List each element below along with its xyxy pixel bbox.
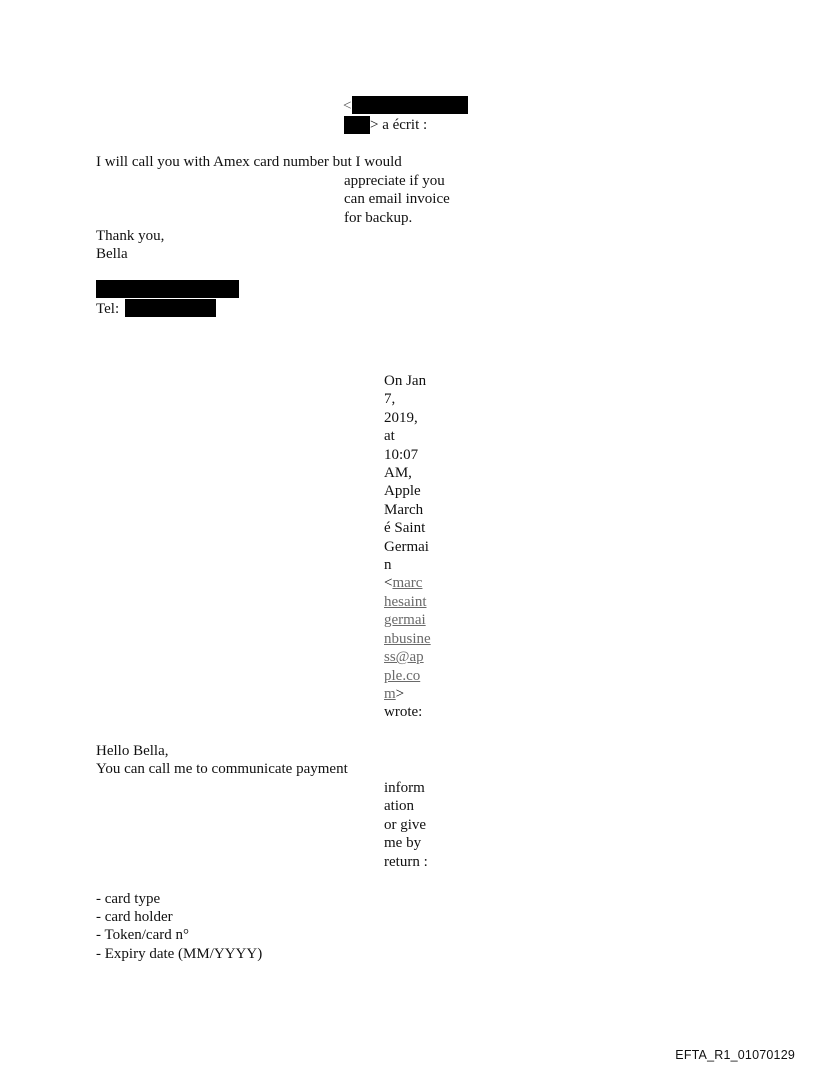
email-link[interactable]: m	[384, 685, 396, 702]
email-close-bracket: >	[395, 685, 405, 702]
quoted-line: inform	[384, 780, 425, 796]
signature-name: Bella	[96, 246, 128, 262]
email-link[interactable]: hesaint	[384, 593, 427, 610]
quoted-line: me by	[384, 835, 422, 851]
tel-label: Tel:	[96, 301, 120, 317]
wrote-label: wrote:	[384, 704, 423, 721]
sign-off: Thank you,	[96, 228, 165, 244]
quoted-line: You can call me to communicate payment	[96, 761, 348, 777]
redaction-block	[344, 116, 370, 134]
email-link-line[interactable]	[384, 685, 444, 703]
quoted-header	[384, 372, 444, 722]
quoted-header-line: March	[384, 501, 424, 518]
redaction-block	[352, 96, 468, 114]
quoted-header-line: 7,	[384, 391, 396, 408]
greeting: Hello Bella,	[96, 743, 169, 759]
redaction-block	[96, 280, 239, 298]
quoted-header-line: Apple	[384, 483, 421, 500]
list-item: - Token/card n°	[96, 927, 189, 943]
quoted-header-line: 2019,	[384, 409, 418, 426]
list-item: - card type	[96, 891, 161, 907]
email-open-bracket: <	[384, 575, 393, 592]
email-link[interactable]: ple.co	[384, 667, 421, 684]
quoted-header-line: On Jan	[384, 373, 427, 389]
list-item: - Expiry date (MM/YYYY)	[96, 946, 263, 962]
less-than-symbol: <	[343, 98, 352, 114]
quoted-header-line: 10:07	[384, 446, 419, 463]
quoted-header-line: n	[384, 557, 392, 574]
email-link[interactable]: marc	[392, 575, 423, 592]
reply-line: for backup.	[344, 210, 413, 226]
quoted-header-line: AM,	[384, 465, 412, 482]
reply-line: appreciate if you	[344, 173, 445, 189]
reply-line: I will call you with Amex card number but I would	[96, 154, 402, 170]
email-link[interactable]: nbusine	[384, 630, 431, 647]
email-link[interactable]: germai	[384, 612, 426, 629]
email-link-line[interactable]	[384, 574, 444, 592]
list-item: - card holder	[96, 909, 173, 925]
redaction-block	[125, 299, 216, 317]
quoted-header-line: at	[384, 428, 395, 445]
document-id: EFTA_R1_01070129	[675, 1048, 795, 1062]
quoted-line: return :	[384, 854, 428, 870]
quoted-line: ation	[384, 798, 414, 814]
quoted-header-line: Germai	[384, 538, 429, 555]
reply-line: can email invoice	[344, 191, 450, 207]
quoted-header-line: é Saint	[384, 520, 426, 537]
quoted-line: or give	[384, 817, 427, 833]
wrote-label-fr: > a écrit :	[370, 117, 428, 133]
email-link[interactable]: ss@ap	[384, 649, 424, 666]
